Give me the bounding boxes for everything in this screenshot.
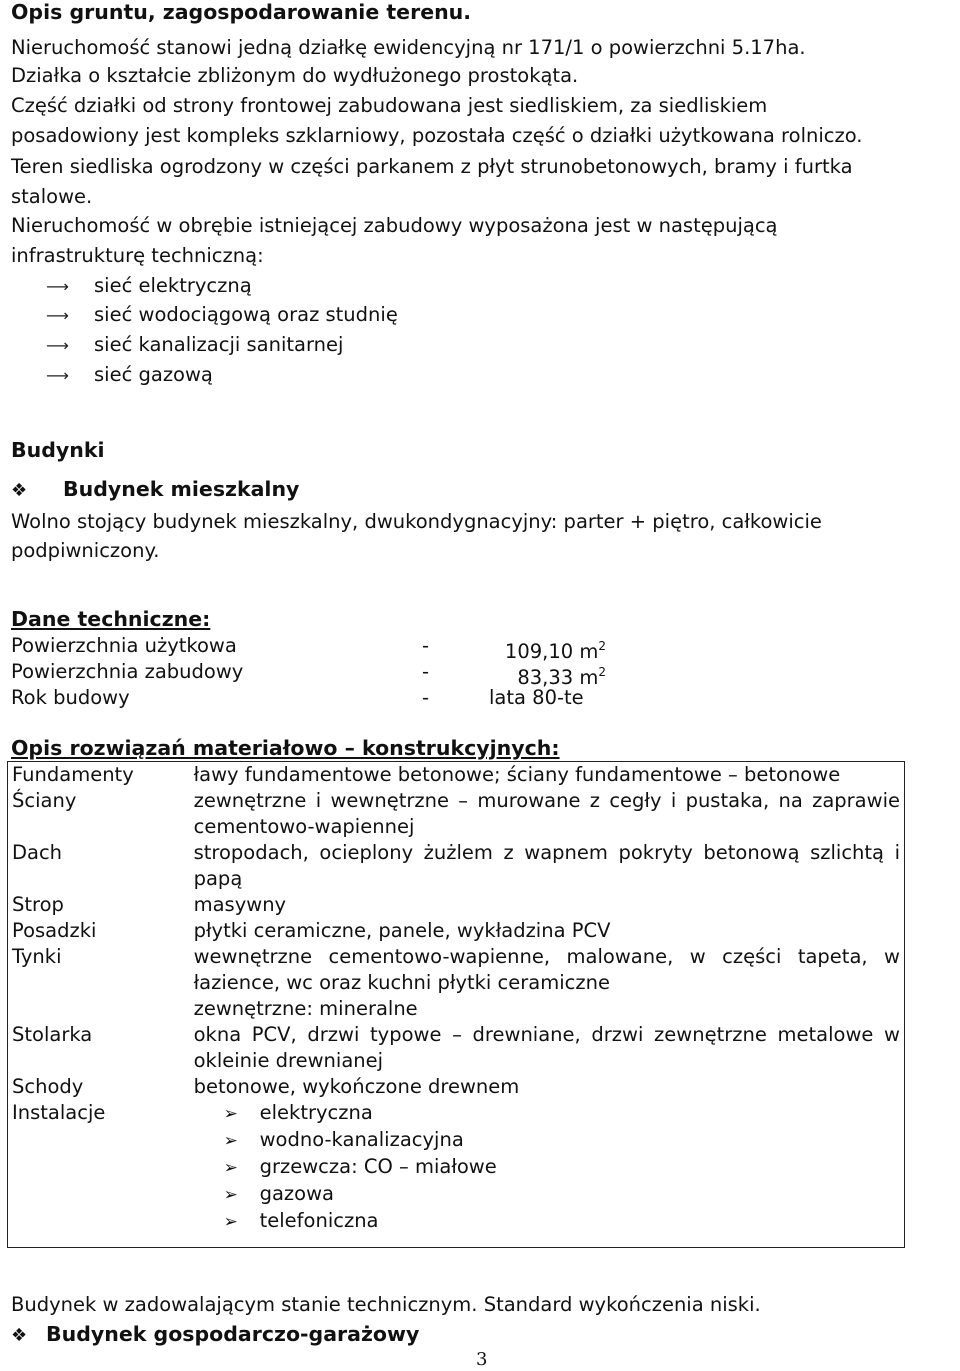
list-item-text: sieć elektryczną [94, 274, 252, 297]
condition-text: Budynek w zadowalającym stanie technicznym. Standard wykończenia niski. [11, 1293, 761, 1316]
text: Teren siedliska ogrodzony w części parkanem z płyt strunobetonowych, bramy i furtka [11, 155, 853, 178]
unit-superscript: 2 [598, 639, 606, 653]
tech-label: Powierzchnia użytkowa [11, 634, 237, 657]
table-row [8, 918, 905, 944]
row-value-text: wewnętrzne cementowo-wapienne, malowane, w części tapeta, w łazience, wc oraz kuchni płytki ceramiczne [193, 945, 900, 994]
arrow-right-icon: ⟶ [46, 306, 69, 325]
list-item [194, 1208, 900, 1235]
buildings-title: Budynki [11, 438, 105, 462]
table-row [8, 944, 905, 1022]
paragraph-line [11, 211, 957, 240]
list-item [46, 300, 398, 330]
paragraph-line: podpiwniczony. [11, 539, 160, 562]
row-value: betonowe, wykończone drewnem [193, 1075, 520, 1098]
row-label: Fundamenty [12, 763, 134, 786]
paragraph-line: Działka o kształcie zbliżonym do wydłużonego prostokąta. [11, 64, 579, 87]
row-value-text: zewnętrzne: mineralne [193, 997, 418, 1020]
row-label: Dach [12, 841, 63, 864]
chevron-right-icon: ➢ [223, 1131, 238, 1151]
paragraph-line: stalowe. [11, 185, 93, 208]
text: Nieruchomość w obrębie istniejącej zabudowy wyposażona jest w następującą [11, 214, 778, 237]
paragraph-line: posadowiony jest kompleks szklarniowy, pozostała część o działki użytkowana rolniczo. [11, 124, 863, 147]
text: Część działki od strony frontowej zabudowana jest siedliskiem, za siedliskiem [11, 94, 768, 117]
tech-dash: - [422, 660, 430, 683]
text: Nieruchomość stanowi jedną działkę ewidencyjną nr 171/1 o powierzchni 5.17ha. [11, 36, 806, 59]
paragraph-line [11, 91, 957, 120]
diamond-bullet-icon: ❖ [11, 1325, 28, 1346]
technical-title: Dane techniczne: [11, 607, 211, 631]
table-row [8, 1100, 905, 1248]
chevron-right-icon: ➢ [223, 1158, 238, 1178]
row-label: Stolarka [12, 1023, 93, 1046]
row-value: zewnętrzne i wewnętrzne – murowane z cegły i pustaka, na zaprawie cementowo-wapiennej [193, 789, 900, 838]
tech-row [11, 633, 606, 663]
row-value: okna PCV, drzwi typowe – drewniane, drzwi zewnętrzne metalowe w okleinie drewnianej [193, 1023, 900, 1072]
list-item-text: wodno-kanalizacyjna [259, 1128, 464, 1151]
row-label: Ściany [12, 789, 77, 812]
table-row [8, 892, 905, 918]
list-item [194, 1127, 900, 1154]
tech-value-text: 83,33 m [517, 666, 599, 689]
arrow-right-icon: ⟶ [46, 366, 69, 385]
subsection-title [11, 475, 299, 505]
tech-row [11, 685, 606, 711]
chevron-right-icon: ➢ [223, 1104, 238, 1124]
list-item-text: sieć gazową [94, 363, 213, 386]
row-label: Tynki [12, 945, 62, 968]
row-label: Schody [12, 1075, 84, 1098]
tech-label: Powierzchnia zabudowy [11, 660, 244, 683]
table-row [8, 1022, 905, 1074]
row-value [190, 1100, 905, 1248]
list-item [46, 360, 213, 390]
subsection-title-text: Budynek gospodarczo-garażowy [46, 1322, 420, 1346]
list-item [194, 1181, 900, 1208]
materials-table [7, 761, 905, 1248]
chevron-right-icon: ➢ [223, 1212, 238, 1232]
row-value: płytki ceramiczne, panele, wykładzina PCV [193, 919, 611, 942]
list-item [46, 271, 252, 301]
paragraph-line: infrastrukturę techniczną: [11, 244, 264, 267]
list-item-text: sieć wodociągową oraz studnię [94, 303, 398, 326]
section-title: Opis gruntu, zagospodarowanie terenu. [11, 0, 472, 24]
tech-row [11, 659, 606, 689]
tech-dash: - [422, 686, 430, 709]
diamond-bullet-icon: ❖ [11, 480, 28, 501]
tech-value-text: 109,10 m [504, 640, 599, 663]
row-value: ławy fundamentowe betonowe; ściany fundamentowe – betonowe [193, 763, 841, 786]
row-label: Posadzki [12, 919, 97, 942]
list-item [194, 1154, 900, 1181]
list-item [46, 330, 343, 360]
row-value: stropodach, ocieplony żużlem z wapnem pokryty betonową szlichtą i papą [193, 841, 900, 890]
row-label: Strop [12, 893, 64, 916]
tech-value-text: lata 80-te [489, 686, 584, 709]
materials-title: Opis rozwiązań materiałowo – konstrukcyjnych: [11, 736, 560, 760]
list-item-text: telefoniczna [259, 1209, 379, 1232]
tech-label: Rok budowy [11, 686, 130, 709]
list-item-text: elektryczna [259, 1101, 373, 1124]
paragraph-line [11, 33, 957, 62]
table-row [8, 788, 905, 840]
page-number: 3 [476, 1349, 488, 1370]
tech-dash: - [422, 634, 430, 657]
subsection-title [11, 1320, 419, 1350]
subsection-title-text: Budynek mieszkalny [63, 477, 300, 501]
table-row [8, 1074, 905, 1100]
table-row [8, 762, 905, 789]
row-value [190, 944, 905, 1022]
row-value: masywny [193, 893, 287, 916]
arrow-right-icon: ⟶ [46, 336, 69, 355]
arrow-right-icon: ⟶ [46, 277, 69, 296]
chevron-right-icon: ➢ [223, 1185, 238, 1205]
unit-superscript: 2 [598, 665, 606, 679]
list-item [194, 1100, 900, 1127]
row-label: Instalacje [12, 1101, 106, 1124]
tech-value [489, 685, 584, 711]
paragraph-line [11, 152, 957, 181]
table-row [8, 840, 905, 892]
list-item-text: sieć kanalizacji sanitarnej [94, 333, 344, 356]
paragraph-line: Wolno stojący budynek mieszkalny, dwukondygnacyjny: parter + piętro, całkowicie [11, 510, 822, 533]
list-item-text: gazowa [259, 1182, 335, 1205]
list-item-text: grzewcza: CO – miałowe [259, 1155, 497, 1178]
